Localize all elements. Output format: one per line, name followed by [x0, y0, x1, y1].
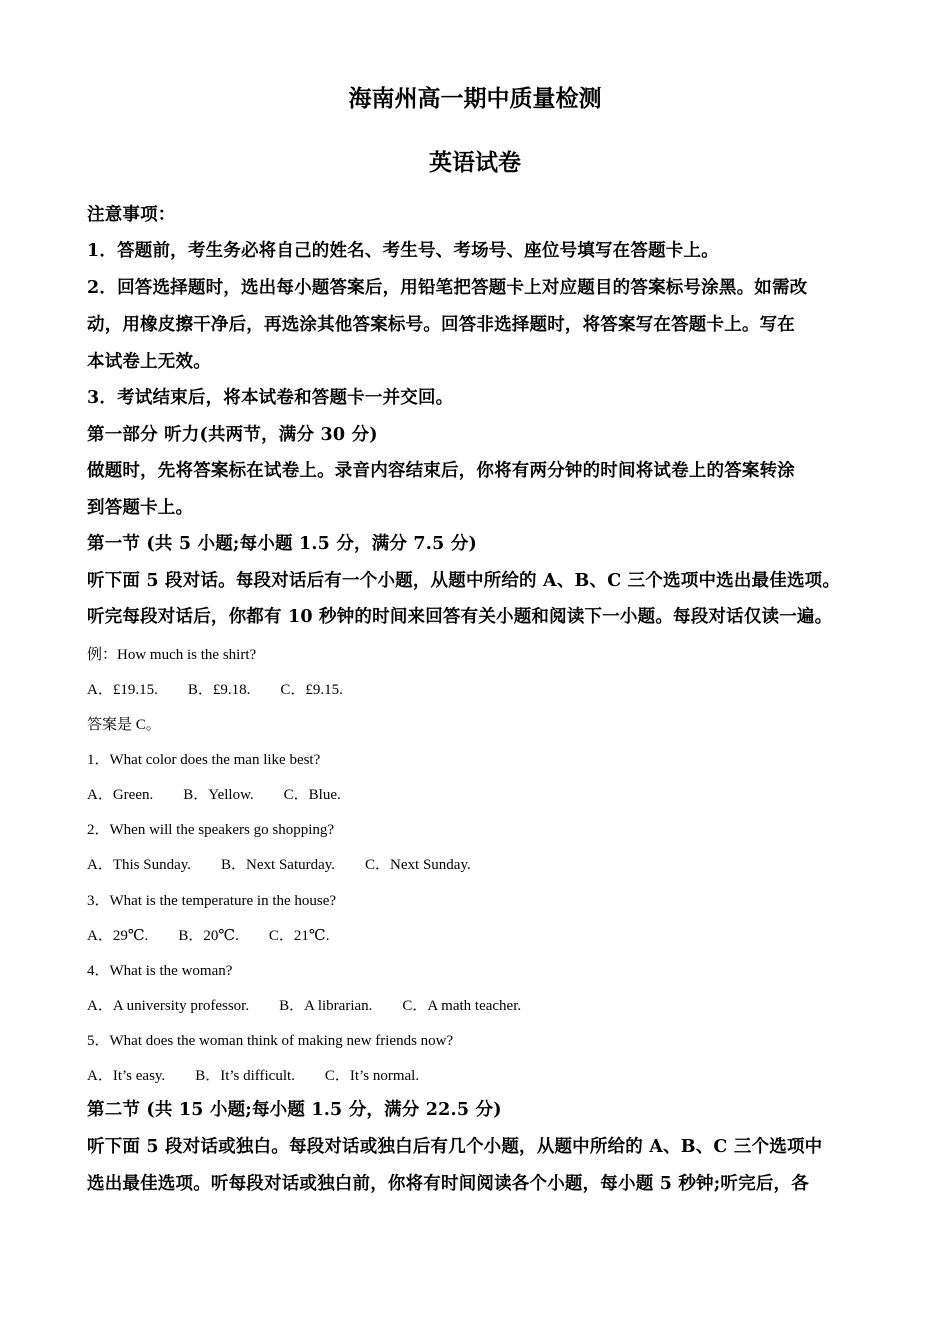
- option-c: C．21℃.: [268, 928, 330, 944]
- question-4-options: [87, 996, 521, 1016]
- option-a: A．A university professor.: [87, 998, 250, 1014]
- option-a: A．£19.15.: [87, 682, 158, 698]
- notice-item-2-line-1: 2．回答选择题时，选出每小题答案后，用铅笔把答题卡上对应题目的答案标号涂黑。如需改: [87, 278, 808, 298]
- section2-instruction-line-1: 听下面 5 段对话或独白。每段对话或独白后有几个小题，从题中所给的 A、B、C 三个选项中: [87, 1137, 823, 1157]
- section1-heading: 第一节 (共 5 小题;每小题 1.5 分，满分 7.5 分): [87, 534, 477, 554]
- option-c: C．A math teacher.: [402, 998, 522, 1014]
- question-3-options: [87, 926, 329, 946]
- part1-instruction-line-1: 做题时，先将答案标在试卷上。录音内容结束后，你将有两分钟的时间将试卷上的答案转涂: [87, 461, 795, 481]
- section2-heading: 第二节 (共 15 小题;每小题 1.5 分，满分 22.5 分): [87, 1100, 502, 1120]
- option-b: B．Yellow.: [183, 787, 254, 803]
- option-c: C．Next Sunday.: [365, 857, 471, 873]
- option-b: B．£9.18.: [187, 682, 251, 698]
- question-1: 1．What color does the man like best?: [87, 752, 321, 768]
- question-1-options: [87, 785, 341, 805]
- option-c: C．£9.15.: [280, 682, 343, 698]
- question-3: 3．What is the temperature in the house?: [87, 893, 337, 909]
- notice-item-2-line-3: 本试卷上无效。: [87, 352, 211, 372]
- example-question: 例：How much is the shirt?: [87, 647, 257, 663]
- question-2-options: [87, 855, 471, 875]
- option-c: C．It’s normal.: [324, 1068, 420, 1084]
- question-5-options: [87, 1066, 419, 1086]
- section1-instruction-line-1: 听下面 5 段对话。每段对话后有一个小题，从题中所给的 A、B、C 三个选项中选出最佳选项。: [87, 571, 841, 591]
- option-b: B．20℃.: [178, 928, 239, 944]
- notice-item-3: 3．考试结束后，将本试卷和答题卡一并交回。: [87, 388, 454, 408]
- option-c: C．Blue.: [283, 787, 341, 803]
- option-a: A．29℃.: [87, 928, 149, 944]
- option-b: B．A librarian.: [279, 998, 373, 1014]
- question-2: 2．When will the speakers go shopping?: [87, 822, 335, 838]
- exam-title: 海南州高一期中质量检测: [348, 85, 602, 112]
- section1-instruction-line-2: 听完每段对话后，你都有 10 秒钟的时间来回答有关小题和阅读下一小题。每段对话仅读一遍。: [87, 607, 833, 627]
- notice-item-1: 1．答题前，考生务必将自己的姓名、考生号、考场号、座位号填写在答题卡上。: [87, 241, 719, 261]
- part1-instruction-line-2: 到答题卡上。: [87, 498, 194, 518]
- section2-instruction-line-2: 选出最佳选项。听每段对话或独白前，你将有时间阅读各个小题，每小题 5 秒钟;听完后，各: [87, 1174, 809, 1194]
- notice-heading: 注意事项：: [87, 205, 176, 225]
- question-5: 5．What does the woman think of making new friends now?: [87, 1033, 454, 1049]
- example-answer: 答案是 C。: [87, 717, 161, 733]
- example-options: [87, 680, 343, 700]
- option-b: B．It’s difficult.: [195, 1068, 295, 1084]
- notice-item-2-line-2: 动，用橡皮擦干净后，再选涂其他答案标号。回答非选择题时，将答案写在答题卡上。写在: [87, 315, 795, 335]
- option-a: A．It’s easy.: [87, 1068, 166, 1084]
- exam-subtitle: 英语试卷: [429, 149, 521, 176]
- option-a: A．This Sunday.: [87, 857, 192, 873]
- part1-heading: 第一部分 听力(共两节，满分 30 分): [87, 425, 378, 445]
- option-b: B．Next Saturday.: [221, 857, 336, 873]
- question-4: 4．What is the woman?: [87, 963, 233, 979]
- option-a: A．Green.: [87, 787, 154, 803]
